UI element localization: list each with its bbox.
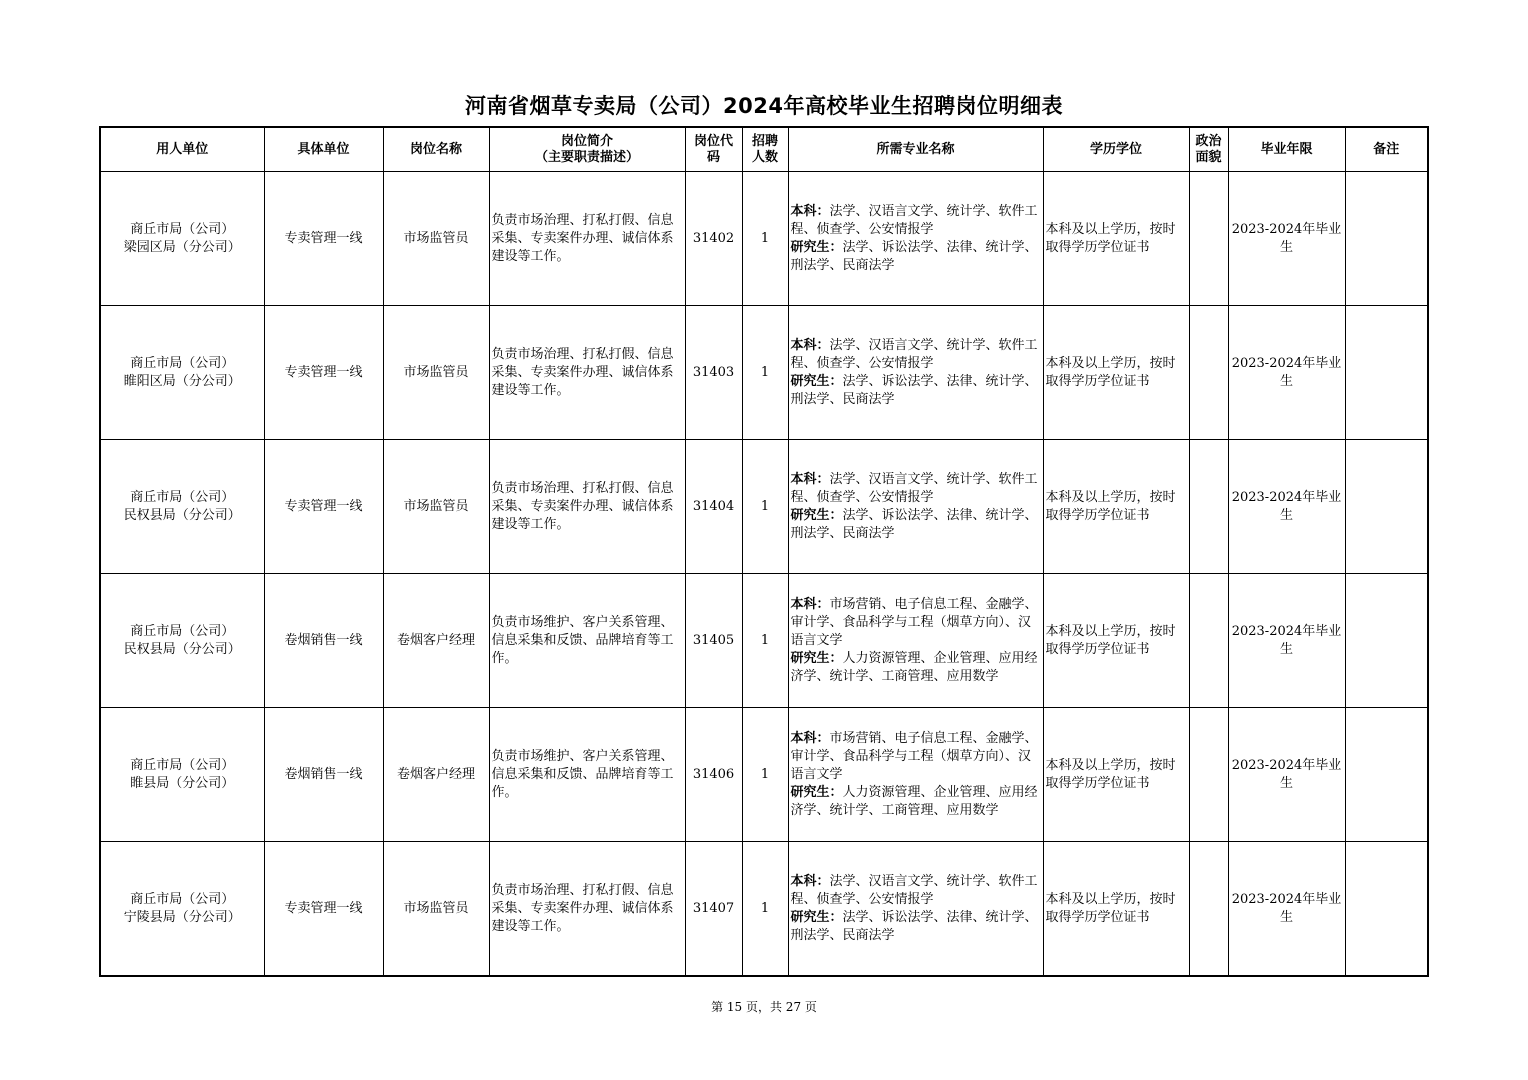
code-cell: 31402 <box>685 172 742 306</box>
header-remark: 备注 <box>1345 127 1428 172</box>
page-title: 河南省烟草专卖局（公司）2024年高校毕业生招聘岗位明细表 <box>465 94 1063 118</box>
header-code: 岗位代 码 <box>685 127 742 172</box>
table-row <box>100 172 1428 306</box>
description-cell: 负责市场治理、打私打假、信息采集、专卖案件办理、诚信体系建设等工作。 <box>489 306 685 440</box>
count-cell: 1 <box>742 306 788 440</box>
graduation-cell: 2023-2024年毕业生 <box>1228 306 1345 440</box>
political-cell <box>1189 708 1228 842</box>
description-cell: 负责市场治理、打私打假、信息采集、专卖案件办理、诚信体系建设等工作。 <box>489 440 685 574</box>
position-cell: 市场监管员 <box>383 440 489 574</box>
graduation-cell: 2023-2024年毕业生 <box>1228 842 1345 977</box>
header-degree: 学历学位 <box>1043 127 1189 172</box>
degree-cell: 本科及以上学历，按时取得学历学位证书 <box>1043 708 1189 842</box>
positions-table <box>99 126 1429 977</box>
header-graduation: 毕业年限 <box>1228 127 1345 172</box>
political-cell <box>1189 440 1228 574</box>
remark-cell <box>1345 306 1428 440</box>
remark-cell <box>1345 440 1428 574</box>
majors-cell <box>788 440 1043 574</box>
undergrad-label: 本科： <box>790 337 830 353</box>
employer-cell: 商丘市局（公司） 民权县局（分公司） <box>100 440 264 574</box>
majors-cell <box>788 172 1043 306</box>
majors-cell <box>788 842 1043 977</box>
employer-cell: 商丘市局（公司） 宁陵县局（分公司） <box>100 842 264 977</box>
table-row <box>100 440 1428 574</box>
table-row <box>100 842 1428 977</box>
political-cell <box>1189 306 1228 440</box>
header-row <box>100 127 1428 172</box>
undergrad-label: 本科： <box>790 596 830 612</box>
header-majors: 所需专业名称 <box>788 127 1043 172</box>
political-cell <box>1189 172 1228 306</box>
header-count: 招聘 人数 <box>742 127 788 172</box>
employer-cell: 商丘市局（公司） 睢阳区局（分公司） <box>100 306 264 440</box>
remark-cell <box>1345 842 1428 977</box>
position-cell: 卷烟客户经理 <box>383 708 489 842</box>
header-unit: 具体单位 <box>264 127 383 172</box>
unit-cell: 专卖管理一线 <box>264 842 383 977</box>
undergrad-majors: 法学、汉语言文学、统计学、软件工程、侦查学、公安情报学 <box>790 337 1038 371</box>
postgrad-majors: 法学、诉讼法学、法律、统计学、刑法学、民商法学 <box>790 239 1038 273</box>
page-footer: 第 15 页，共 27 页 <box>711 1000 817 1014</box>
description-cell: 负责市场维护、客户关系管理、信息采集和反馈、品牌培育等工作。 <box>489 574 685 708</box>
postgrad-label: 研究生： <box>790 239 843 255</box>
description-cell: 负责市场治理、打私打假、信息采集、专卖案件办理、诚信体系建设等工作。 <box>489 842 685 977</box>
table-row <box>100 306 1428 440</box>
degree-cell: 本科及以上学历，按时取得学历学位证书 <box>1043 440 1189 574</box>
postgrad-majors: 人力资源管理、企业管理、应用经济学、统计学、工商管理、应用数学 <box>790 650 1038 684</box>
employer-cell: 商丘市局（公司） 梁园区局（分公司） <box>100 172 264 306</box>
employer-cell: 商丘市局（公司） 睢县局（分公司） <box>100 708 264 842</box>
political-cell <box>1189 842 1228 977</box>
header-employer: 用人单位 <box>100 127 264 172</box>
postgrad-label: 研究生： <box>790 784 843 800</box>
code-cell: 31404 <box>685 440 742 574</box>
remark-cell <box>1345 574 1428 708</box>
postgrad-label: 研究生： <box>790 507 843 523</box>
majors-cell <box>788 708 1043 842</box>
majors-cell <box>788 574 1043 708</box>
unit-cell: 卷烟销售一线 <box>264 574 383 708</box>
count-cell: 1 <box>742 172 788 306</box>
position-cell: 市场监管员 <box>383 172 489 306</box>
count-cell: 1 <box>742 574 788 708</box>
description-cell: 负责市场治理、打私打假、信息采集、专卖案件办理、诚信体系建设等工作。 <box>489 172 685 306</box>
graduation-cell: 2023-2024年毕业生 <box>1228 440 1345 574</box>
postgrad-majors: 法学、诉讼法学、法律、统计学、刑法学、民商法学 <box>790 507 1038 541</box>
degree-cell: 本科及以上学历，按时取得学历学位证书 <box>1043 172 1189 306</box>
unit-cell: 卷烟销售一线 <box>264 708 383 842</box>
degree-cell: 本科及以上学历，按时取得学历学位证书 <box>1043 306 1189 440</box>
degree-cell: 本科及以上学历，按时取得学历学位证书 <box>1043 842 1189 977</box>
undergrad-majors: 市场营销、电子信息工程、金融学、审计学、食品科学与工程（烟草方向）、汉语言文学 <box>790 596 1038 648</box>
unit-cell: 专卖管理一线 <box>264 440 383 574</box>
undergrad-label: 本科： <box>790 730 830 746</box>
graduation-cell: 2023-2024年毕业生 <box>1228 172 1345 306</box>
remark-cell <box>1345 708 1428 842</box>
code-cell: 31407 <box>685 842 742 977</box>
postgrad-majors: 法学、诉讼法学、法律、统计学、刑法学、民商法学 <box>790 909 1038 943</box>
unit-cell: 专卖管理一线 <box>264 172 383 306</box>
postgrad-label: 研究生： <box>790 373 843 389</box>
count-cell: 1 <box>742 842 788 977</box>
graduation-cell: 2023-2024年毕业生 <box>1228 574 1345 708</box>
postgrad-majors: 法学、诉讼法学、法律、统计学、刑法学、民商法学 <box>790 373 1038 407</box>
employer-cell: 商丘市局（公司） 民权县局（分公司） <box>100 574 264 708</box>
header-position: 岗位名称 <box>383 127 489 172</box>
undergrad-majors: 市场营销、电子信息工程、金融学、审计学、食品科学与工程（烟草方向）、汉语言文学 <box>790 730 1038 782</box>
remark-cell <box>1345 172 1428 306</box>
count-cell: 1 <box>742 708 788 842</box>
graduation-cell: 2023-2024年毕业生 <box>1228 708 1345 842</box>
undergrad-majors: 法学、汉语言文学、统计学、软件工程、侦查学、公安情报学 <box>790 203 1038 237</box>
postgrad-label: 研究生： <box>790 909 843 925</box>
code-cell: 31405 <box>685 574 742 708</box>
majors-cell <box>788 306 1043 440</box>
header-political: 政治 面貌 <box>1189 127 1228 172</box>
code-cell: 31406 <box>685 708 742 842</box>
undergrad-label: 本科： <box>790 873 830 889</box>
count-cell: 1 <box>742 440 788 574</box>
postgrad-majors: 人力资源管理、企业管理、应用经济学、统计学、工商管理、应用数学 <box>790 784 1038 818</box>
unit-cell: 专卖管理一线 <box>264 306 383 440</box>
position-cell: 市场监管员 <box>383 842 489 977</box>
code-cell: 31403 <box>685 306 742 440</box>
table-row <box>100 708 1428 842</box>
degree-cell: 本科及以上学历，按时取得学历学位证书 <box>1043 574 1189 708</box>
position-cell: 市场监管员 <box>383 306 489 440</box>
header-description: 岗位简介 （主要职责描述） <box>489 127 685 172</box>
undergrad-label: 本科： <box>790 471 830 487</box>
position-cell: 卷烟客户经理 <box>383 574 489 708</box>
undergrad-majors: 法学、汉语言文学、统计学、软件工程、侦查学、公安情报学 <box>790 873 1038 907</box>
undergrad-majors: 法学、汉语言文学、统计学、软件工程、侦查学、公安情报学 <box>790 471 1038 505</box>
political-cell <box>1189 574 1228 708</box>
undergrad-label: 本科： <box>790 203 830 219</box>
description-cell: 负责市场维护、客户关系管理、信息采集和反馈、品牌培育等工作。 <box>489 708 685 842</box>
table-row <box>100 574 1428 708</box>
postgrad-label: 研究生： <box>790 650 843 666</box>
